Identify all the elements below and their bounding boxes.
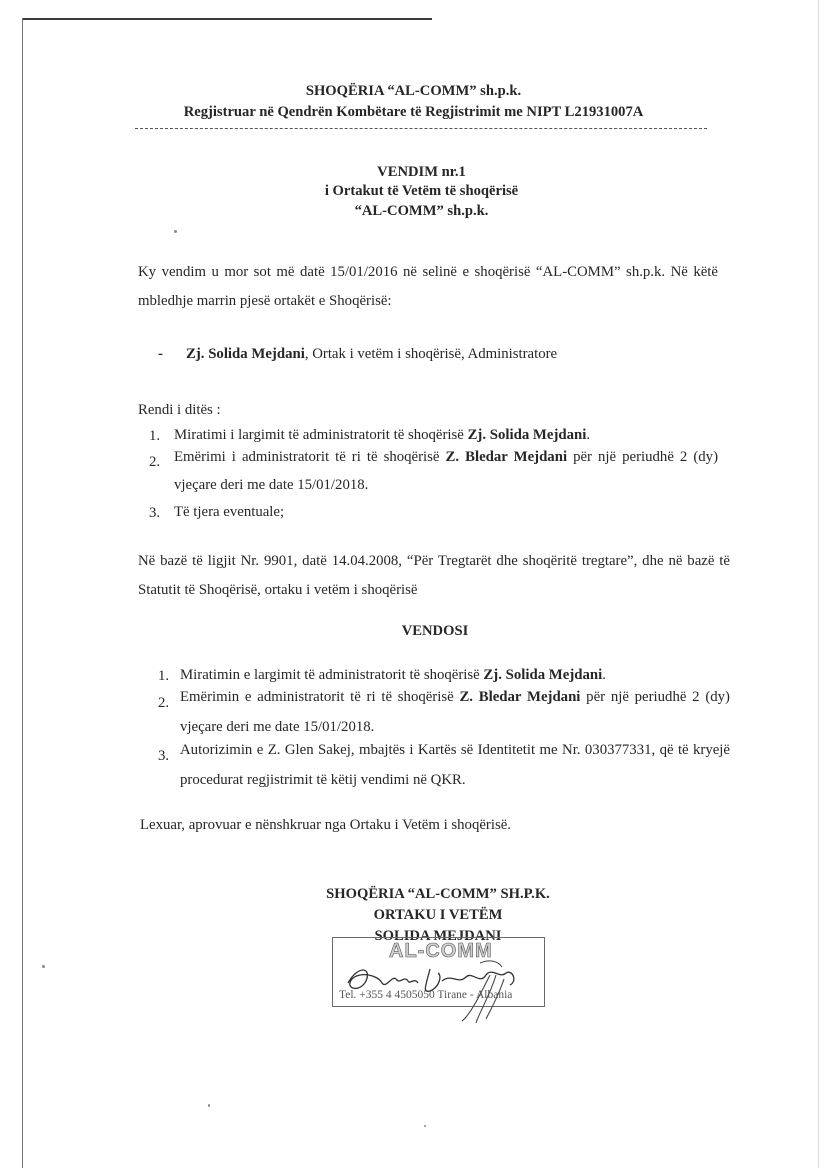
signature-name: SOLIDA MEJDANI	[374, 928, 502, 944]
stamp-company-name: AL-COMM	[389, 940, 493, 962]
stamp-telephone: Tel. +355 4 4505050 Tirane - Albania	[339, 989, 513, 1001]
decision-item-2: Emërimin e administratorit të ri të shoqërisë Z. Bledar Mejdani për një periudhë 2 (dy)	[180, 689, 730, 705]
intro-line-1: Ky vendim u mor sot më datë 15/01/2016 në selinë e shoqërisë “AL-COMM” sh.p.k. Në këtë	[138, 264, 718, 280]
decision-item-1: Miratimin e largimit të administratorit të shoqërisë Zj. Solida Mejdani.	[180, 667, 606, 683]
scan-speck	[42, 965, 45, 968]
agenda-item-1: Miratimi i largimit të administratorit të shoqërisë Zj. Solida Mejdani.	[174, 427, 591, 443]
signature-company: SHOQËRIA “AL-COMM” SH.P.K.	[326, 886, 550, 902]
signature-role: ORTAKU I VETËM	[373, 907, 503, 923]
decision-item-2-cont: vjeçare deri me date 15/01/2018.	[180, 719, 375, 735]
closing-statement: Lexuar, aprovuar e nënshkruar nga Ortaku i Vetëm i shoqërisë.	[140, 817, 511, 833]
scan-speck	[174, 230, 177, 233]
registration-line: Regjistruar në Qendrën Kombëtare të Regjistrimit me NIPT L21931007A	[183, 104, 644, 120]
agenda-heading: Rendi i ditës :	[138, 402, 221, 418]
company-header: SHOQËRIA “AL-COMM” sh.p.k.	[305, 83, 522, 99]
decision-number: 2.	[158, 695, 170, 711]
decision-company: “AL-COMM” sh.p.k.	[354, 203, 489, 219]
attendee-line	[186, 341, 557, 367]
decision-title: VENDIM nr.1	[377, 164, 466, 180]
decision-item-3-cont: procedurat regjistrimit të këtij vendimi në QKR.	[180, 772, 466, 788]
decides-heading: VENDOSI	[401, 623, 469, 639]
decision-number: 3.	[158, 748, 170, 764]
agenda-item-number: 2.	[149, 454, 161, 470]
handwritten-signature	[330, 945, 540, 1025]
agenda-item-2-cont: vjeçare deri me date 15/01/2018.	[174, 477, 369, 493]
intro-line-2: mbledhje marrin pjesë ortakët e Shoqërisë:	[138, 293, 392, 309]
agenda-item-3: Të tjera eventuale;	[174, 504, 285, 520]
attendee-role: , Ortak i vetëm i shoqërisë, Administratore	[304, 346, 558, 362]
legal-basis-line-1: Në bazë të ligjit Nr. 9901, datë 14.04.2008, “Për Tregtarët dhe shoqëritë tregtare”, dhe në bazë të	[138, 553, 730, 569]
legal-basis-line-2: Statutit të Shoqërisë, ortaku i vetëm i shoqërisë	[138, 582, 418, 598]
scan-speck	[424, 1125, 426, 1127]
scan-speck	[208, 1104, 210, 1107]
decision-item-3: Autorizimin e Z. Glen Sakej, mbajtës i Kartës së Identitetit me Nr. 030377331, që të kryejë	[180, 742, 730, 758]
agenda-item-2: Emërimi i administratorit të ri të shoqërisë Z. Bledar Mejdani për një periudhë 2 (dy)	[174, 449, 719, 465]
decision-number: 1.	[158, 668, 170, 684]
attendee-name: Zj. Solida Mejdani	[186, 346, 305, 362]
agenda-item-number: 1.	[149, 428, 161, 444]
attendee-bullet: -	[158, 346, 163, 362]
scan-edge-top	[22, 18, 432, 20]
header-divider	[135, 128, 707, 129]
agenda-item-number: 3.	[149, 505, 161, 521]
decision-subtitle: i Ortakut të Vetëm të shoqërisë	[324, 183, 519, 199]
